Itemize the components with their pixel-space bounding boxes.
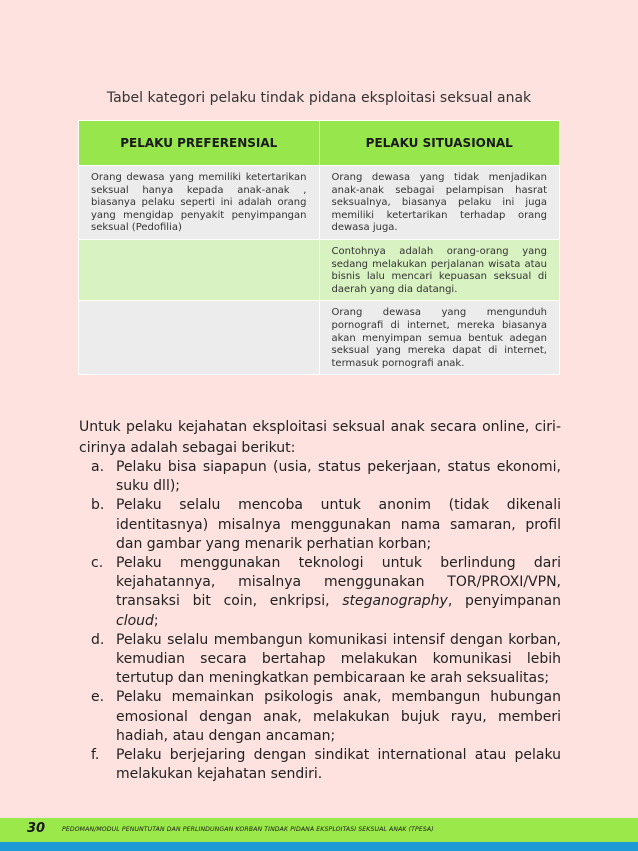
page-number: 30 xyxy=(27,821,46,836)
list-marker: b. xyxy=(91,497,105,514)
table-cell xyxy=(79,239,320,300)
table-row xyxy=(79,239,560,300)
list-item-text: Pelaku bisa siapapun (usia, status pekerjaan, status ekonomi, suku dll); xyxy=(116,459,561,495)
header-situational: PELAKU SITUASIONAL xyxy=(319,121,560,166)
offender-category-table xyxy=(78,120,560,375)
list-item-text-part: Pelaku menggunakan teknologi untuk berlindung dari kejahatannya, misalnya menggunakan TOR/PROXI/VPN, transaksi bit coin, enkripsi, xyxy=(116,555,561,610)
header-preferential: PELAKU PREFERENSIAL xyxy=(79,121,320,166)
table-cell: Contohnya adalah orang-orang yang sedang melakukan perjalanan wisata atau bisnis lalu mencari kepuasan seksual di daerah yang dia datangi. xyxy=(319,239,560,300)
intro-paragraph: Untuk pelaku kejahatan eksploitasi seksual anak secara online, ciri-cirinya adalah sebagai berikut: xyxy=(79,419,561,456)
list-item xyxy=(79,631,561,689)
list-marker: d. xyxy=(91,631,105,648)
list-item xyxy=(79,458,561,496)
table-cell: Orang dewasa yang memiliki ketertarikan seksual hanya kepada anak-anak , biasanya pelaku seperti ini adalah orang yang mengidap penyakit penyimpangan seksual (Pedofilia) xyxy=(79,166,320,240)
table-row xyxy=(79,301,560,375)
list-marker: c. xyxy=(91,555,104,572)
list-item xyxy=(79,496,561,554)
list-marker: f. xyxy=(91,747,100,764)
list-item-text: Pelaku berjejaring dengan sindikat international atau pelaku melakukan kejahatan sendiri. xyxy=(116,747,561,783)
table-row xyxy=(79,166,560,240)
list-item xyxy=(79,554,561,631)
table-header-row xyxy=(79,121,560,166)
italic-term-steganography: steganography xyxy=(342,593,448,610)
table-cell: Orang dewasa yang tidak menjadikan anak-anak sebagai pelampisan hasrat seksualnya, biasanya pelaku ini juga memiliki ketertarikan terhadap orang dewasa juga. xyxy=(319,166,560,240)
list-marker: a. xyxy=(91,459,105,475)
list-item-text: Pelaku selalu mencoba untuk anonim (tidak dikenali identitasnya) misalnya menggunakan nama samaran, profil dan gambar yang menarik perhatian korban; xyxy=(116,497,561,552)
list-item-text xyxy=(116,555,561,629)
footer-stripe xyxy=(0,842,638,851)
list-item-text-part: , penyimpanan xyxy=(447,593,561,610)
characteristics-list xyxy=(79,458,561,784)
list-item-text: Pelaku selalu membangun komunikasi intensif dengan korban, kemudian secara bertahap melakukan komunikasi lebih tertutup dan meningkatkan pembicaraan ke arah seksualitas; xyxy=(116,631,561,687)
footer-title: PEDOMAN/MODUL PENUNTUTAN DAN PERLINDUNGAN KORBAN TINDAK PIDANA EKSPLOITASI SEKSUAL ANAK (TPESA) xyxy=(62,826,434,833)
italic-term-cloud: cloud xyxy=(116,612,154,629)
list-marker: e. xyxy=(91,689,105,706)
list-item xyxy=(79,746,561,784)
list-item xyxy=(79,688,561,746)
table-cell: Orang dewasa yang mengunduh pornografi di internet, mereka biasanya akan menyimpan semua bentuk adegan seksual yang mereka dapat di internet, termasuk pornografi anak. xyxy=(319,301,560,375)
list-item-text-part: ; xyxy=(153,612,159,629)
list-item-text: Pelaku memainkan psikologis anak, membangun hubungan emosional dengan anak, melakukan bujuk rayu, memberi hadiah, atau dengan ancaman; xyxy=(116,689,561,744)
table-caption: Tabel kategori pelaku tindak pidana eksploitasi seksual anak xyxy=(106,90,532,106)
table-cell xyxy=(79,301,320,375)
